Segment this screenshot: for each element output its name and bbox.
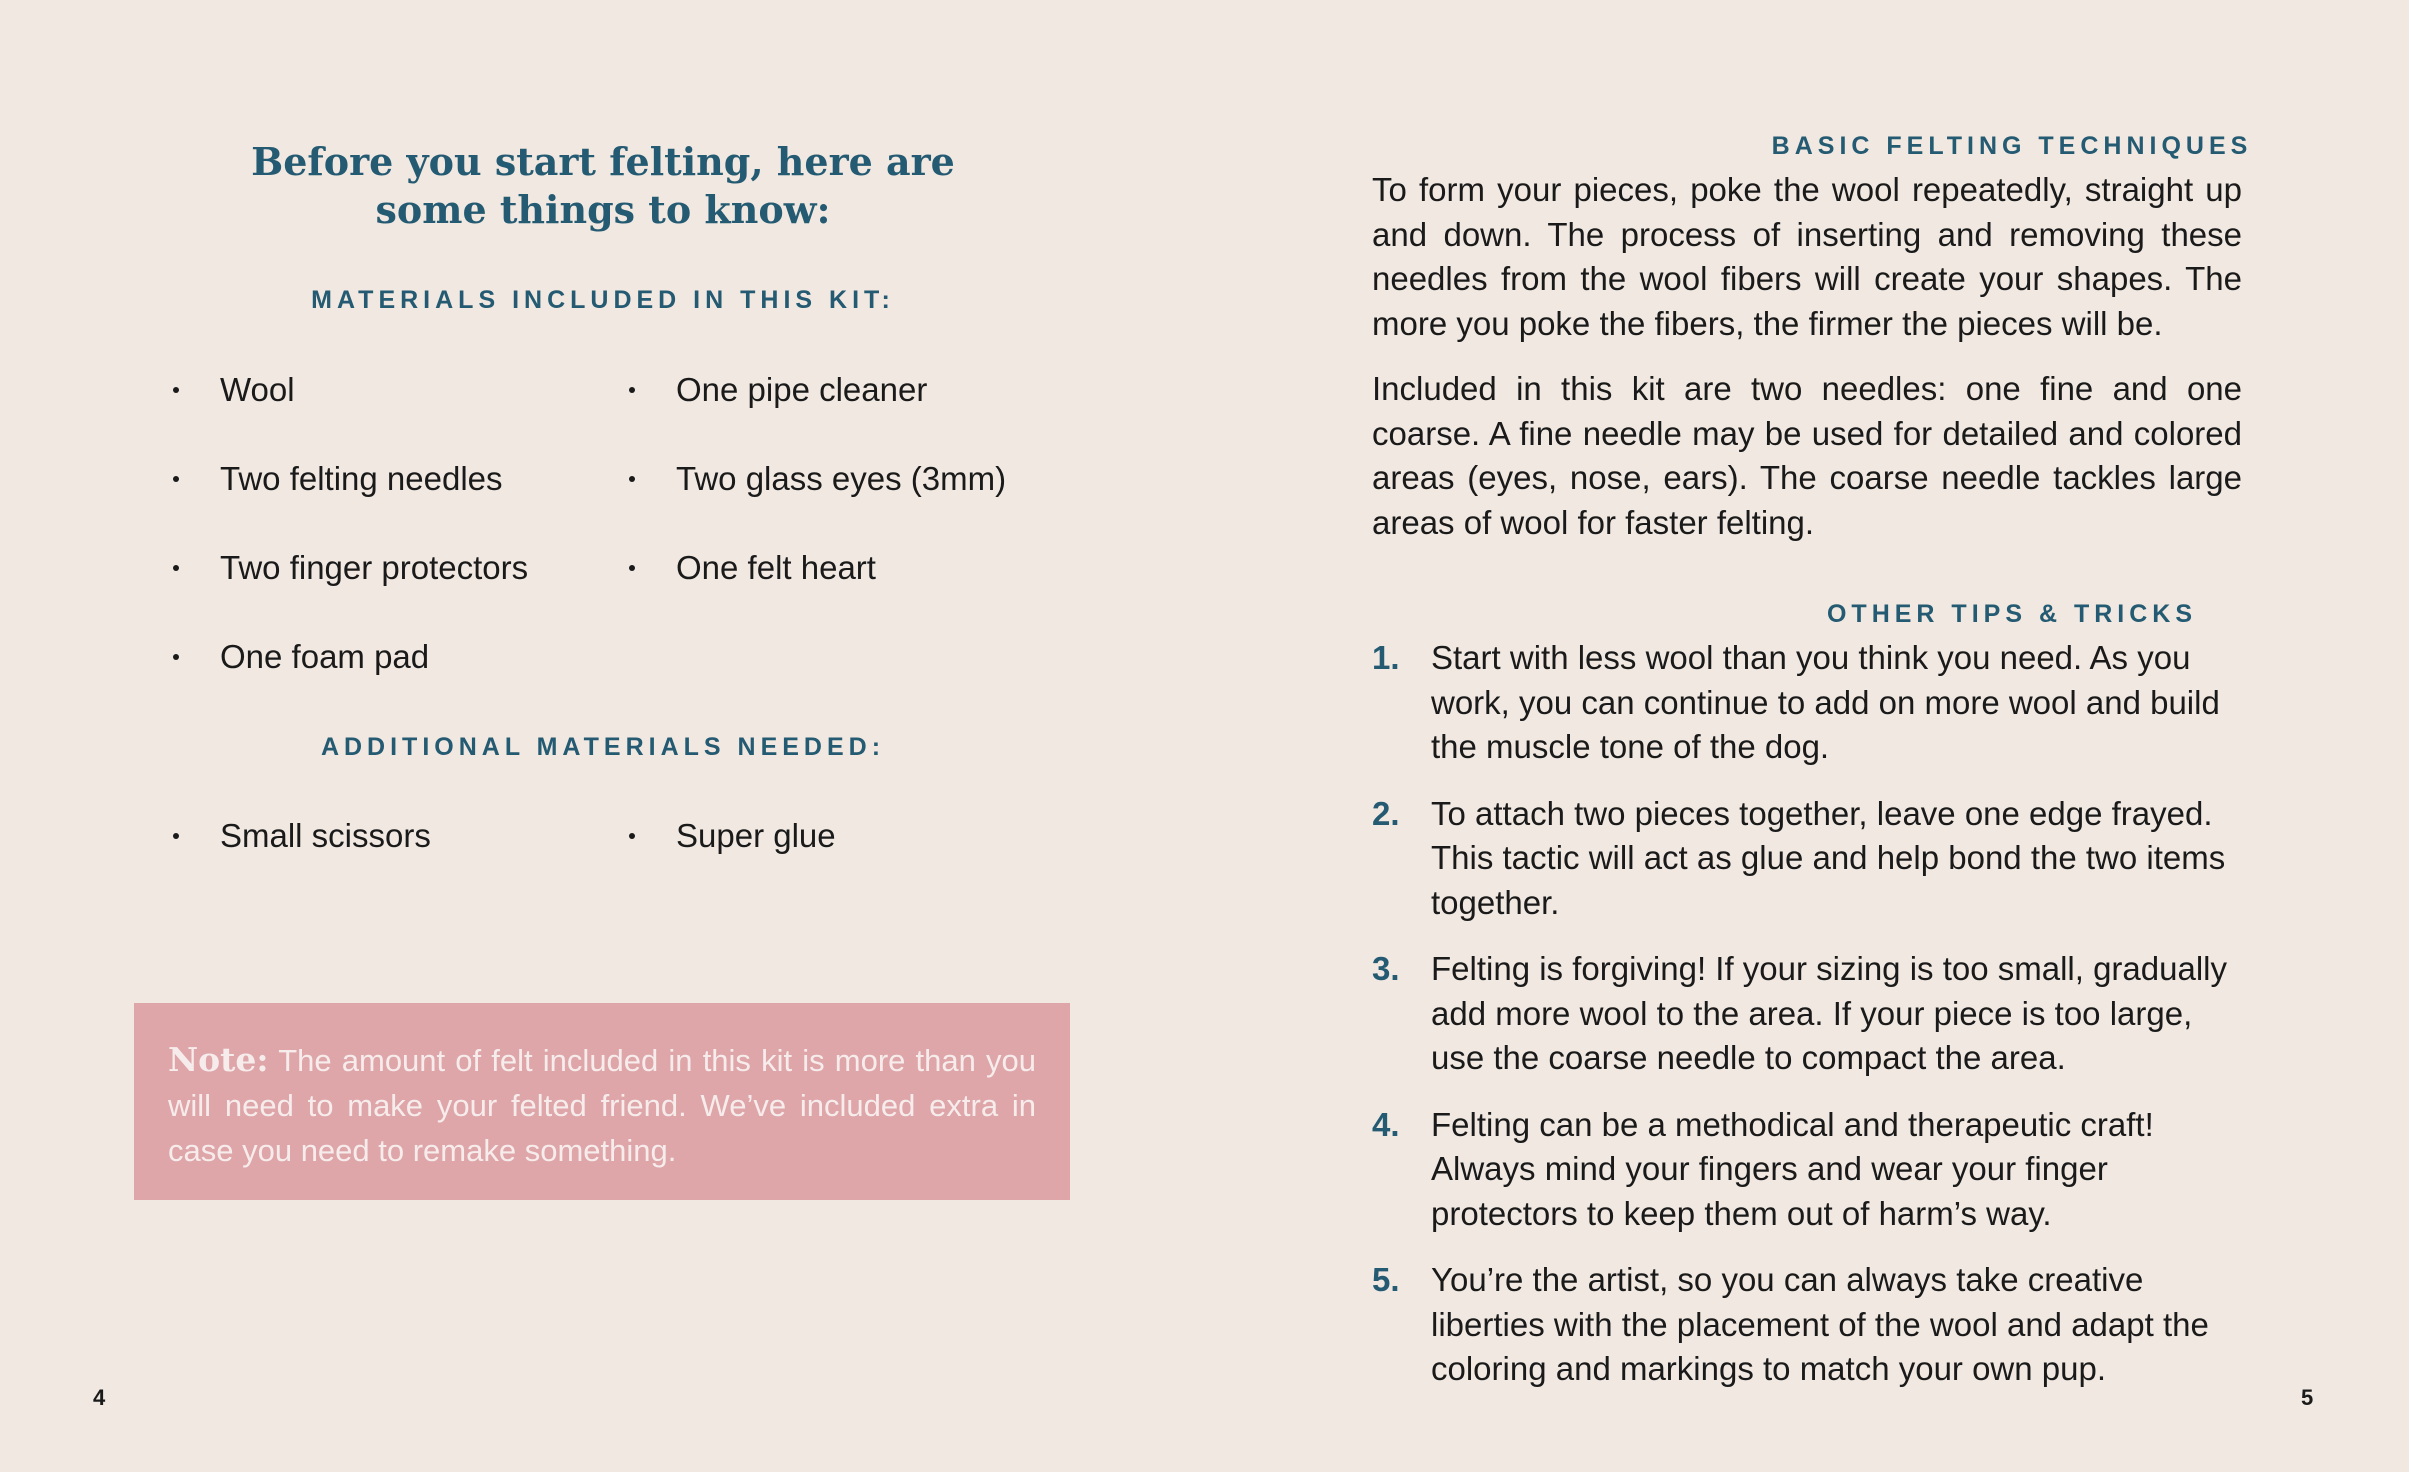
tip-item [1372, 947, 2242, 1081]
techniques-paragraph: To form your pieces, poke the wool repeatedly, straight up and down. The process of inserting and removing these needles from the wool fibers will create your shapes. The more you poke the fibers, the firmer the pieces will be. [1372, 171, 2242, 342]
list-item: Small scissors [220, 816, 431, 856]
tip-number: 3. [1372, 950, 1400, 987]
bullet-icon [629, 565, 635, 571]
bullet-icon [173, 476, 179, 482]
list-item: One pipe cleaner [676, 370, 927, 410]
note-label: Note: [168, 1040, 269, 1079]
tip-text: To attach two pieces together, leave one edge frayed. This tactic will act as glue and help bond the two items together. [1431, 794, 2226, 921]
tip-text: Start with less wool than you think you need. As you work, you can continue to add on more wool and build the muscle tone of the dog. [1431, 639, 2220, 765]
tip-text: Felting is forgiving! If your sizing is too small, gradually add more wool to the area. If your piece is too large, use the coarse needle to compact the area. [1431, 950, 2227, 1076]
bullet-icon [629, 476, 635, 482]
list-item: Two glass eyes (3mm) [676, 459, 1006, 499]
list-item: Super glue [676, 816, 836, 856]
bullet-icon [173, 833, 179, 839]
tip-number: 4. [1372, 1105, 1400, 1143]
page-number: 5 [2301, 1385, 2314, 1410]
tip-number: 1. [1372, 639, 1400, 676]
note-body: The amount of felt included in this kit is more than you will need to make your felted friend. We’ve included extra in case you need to remake something. [168, 1043, 1036, 1168]
tip-number: 2. [1372, 794, 1400, 832]
list-item: Wool [220, 370, 295, 410]
bullet-icon [629, 387, 635, 393]
bullet-icon [173, 565, 179, 571]
list-item: One felt heart [676, 548, 876, 588]
tip-item [1372, 1103, 2242, 1237]
page-number: 4 [93, 1385, 106, 1410]
bullet-icon [629, 833, 635, 839]
list-item: Two finger protectors [220, 548, 528, 588]
tips-list [1372, 636, 2242, 1414]
note-text [168, 1037, 1036, 1173]
materials-included-heading: MATERIALS INCLUDED IN THIS KIT: [311, 286, 895, 314]
basic-techniques-heading: BASIC FELTING TECHNIQUES [1771, 132, 2253, 160]
list-item: One foam pad [220, 637, 429, 677]
tip-item [1372, 1258, 2242, 1392]
left-page [0, 0, 1204, 1472]
tip-number: 5. [1372, 1261, 1400, 1298]
tip-text: Felting can be a methodical and therapeutic craft! Always mind your fingers and wear your finger protectors to keep them out of harm’s way. [1431, 1105, 2154, 1232]
tip-text: You’re the artist, so you can always take creative liberties with the placement of the wool and adapt the coloring and markings to match your own pup. [1431, 1261, 2209, 1387]
needles-paragraph: Included in this kit are two needles: one fine and one coarse. A fine needle may be used for detailed and colored areas (eyes, nose, ears). The coarse needle tackles large areas of wool for faster felting. [1372, 370, 2242, 541]
page-title: Before you start felting, here are some things to know: [251, 139, 955, 232]
bullet-icon [173, 654, 179, 660]
tips-heading: OTHER TIPS & TRICKS [1826, 600, 2197, 628]
bullet-icon [173, 387, 179, 393]
additional-materials-heading: ADDITIONAL MATERIALS NEEDED: [320, 733, 886, 761]
right-page [1204, 0, 2409, 1472]
note-box [134, 1003, 1070, 1200]
tip-item [1372, 792, 2242, 926]
tip-item [1372, 636, 2242, 770]
list-item: Two felting needles [220, 459, 503, 499]
